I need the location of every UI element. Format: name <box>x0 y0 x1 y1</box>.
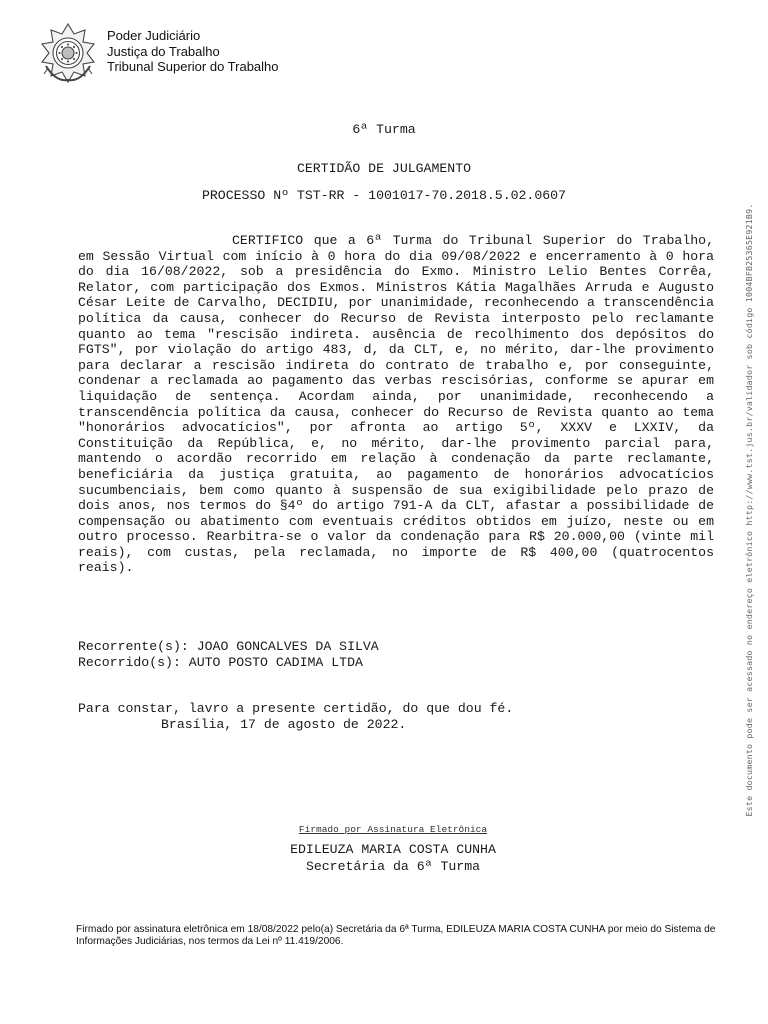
signer-role: Secretária da 6ª Turma <box>305 859 481 874</box>
org-line-1: Poder Judiciário <box>107 28 201 43</box>
organization-name <box>107 28 279 75</box>
org-line-2: Justiça do Trabalho <box>107 43 220 59</box>
process-number: PROCESSO Nº TST-RR - 1001017-70.2018.5.02.0607 <box>201 188 567 203</box>
appellee: Recorrido(s): AUTO POSTO CADIMA LTDA <box>78 655 363 670</box>
footer-note: Firmado por assinatura eletrônica em 18/08/2022 pelo(a) Secretária da 6ª Turma, EDILEUZA MARIA COSTA CUNHA por meio do Sistema de Informações Judiciárias, nos termos da Lei nº 11.419/2006. <box>76 924 716 947</box>
certification-body: CERTIFICO que a 6ª Turma do Tribunal Superior do Trabalho, em Sessão Virtual com início à 0 hora do dia 09/08/2022 e encerramento à 0 hora do dia 16/08/2022, sob a presidência do Exmo. Ministro Lelio Bentes Corrêa, Relator, com participação dos Exmos. Ministros Kátia Magalhães Arruda e Augusto César Leite de Carvalho, DECIDIU, por unanimidade, reconhecendo a transcendência política da causa, conhecer do Recurso de Revista interposto pelo reclamante quanto ao tema "rescisão indireta. ausência de recolhimento dos depósitos do FGTS", por violação do artigo 483, d, da CLT, e, no mérito, dar-lhe provimento para declarar a rescisão indireta do contrato de trabalho e, por conseguinte, condenar a reclamada ao pagamento das verbas rescisórias, conforme se apurar em liquidação de sentença. Acordam ainda, por unanimidade, reconhecendo a transcendência política da causa, conhecer do Recurso de Revista quanto ao tema "honorários advocatícios", por afronta ao artigo 5º, XXXV e LXXIV, da Constituição da República, e, no mérito, dar-lhe provimento parcial para, mantendo o acordão recorrido em relação à condenação da parte reclamante, beneficiária da justiça gratuita, ao pagamento de honorários advocatícios sucumbenciais, bem como quanto à suspensão de sua exigibilidade pelo prazo de dois anos, nos termos do §4º do artigo 791-A da CLT, afastar a possibilidade de compensação ou abatimento com eventuais créditos obtidos em juízo, neste ou em outro processo. Rearbitra-se o valor da condenação para R$ 20.000,00 (vinte mil reais), com custas, pela reclamada, no importe de R$ 400,00 (quatrocentos reais). <box>78 233 714 576</box>
signer-name: EDILEUZA MARIA COSTA CUNHA <box>290 842 496 857</box>
validation-note-text: Este documento pode ser acessado no endereço eletrônico http://www.tst.jus.br/validador sob código 1004BFB25365E921B9. <box>744 203 754 817</box>
document-header <box>36 22 336 86</box>
document-title: CERTIDÃO DE JULGAMENTO <box>296 161 472 176</box>
appellant: Recorrente(s): JOAO GONCALVES DA SILVA <box>78 639 379 654</box>
coat-of-arms-seal <box>36 22 100 86</box>
org-line-3: Tribunal Superior do Trabalho <box>107 59 279 74</box>
place-and-date: Brasília, 17 de agosto de 2022. <box>161 717 407 732</box>
closing-statement: Para constar, lavro a presente certidão, do que dou fé. <box>78 701 514 716</box>
turma-heading: 6ª Turma <box>352 122 416 137</box>
electronic-signature-label: Firmado por Assinatura Eletrônica <box>298 824 488 835</box>
